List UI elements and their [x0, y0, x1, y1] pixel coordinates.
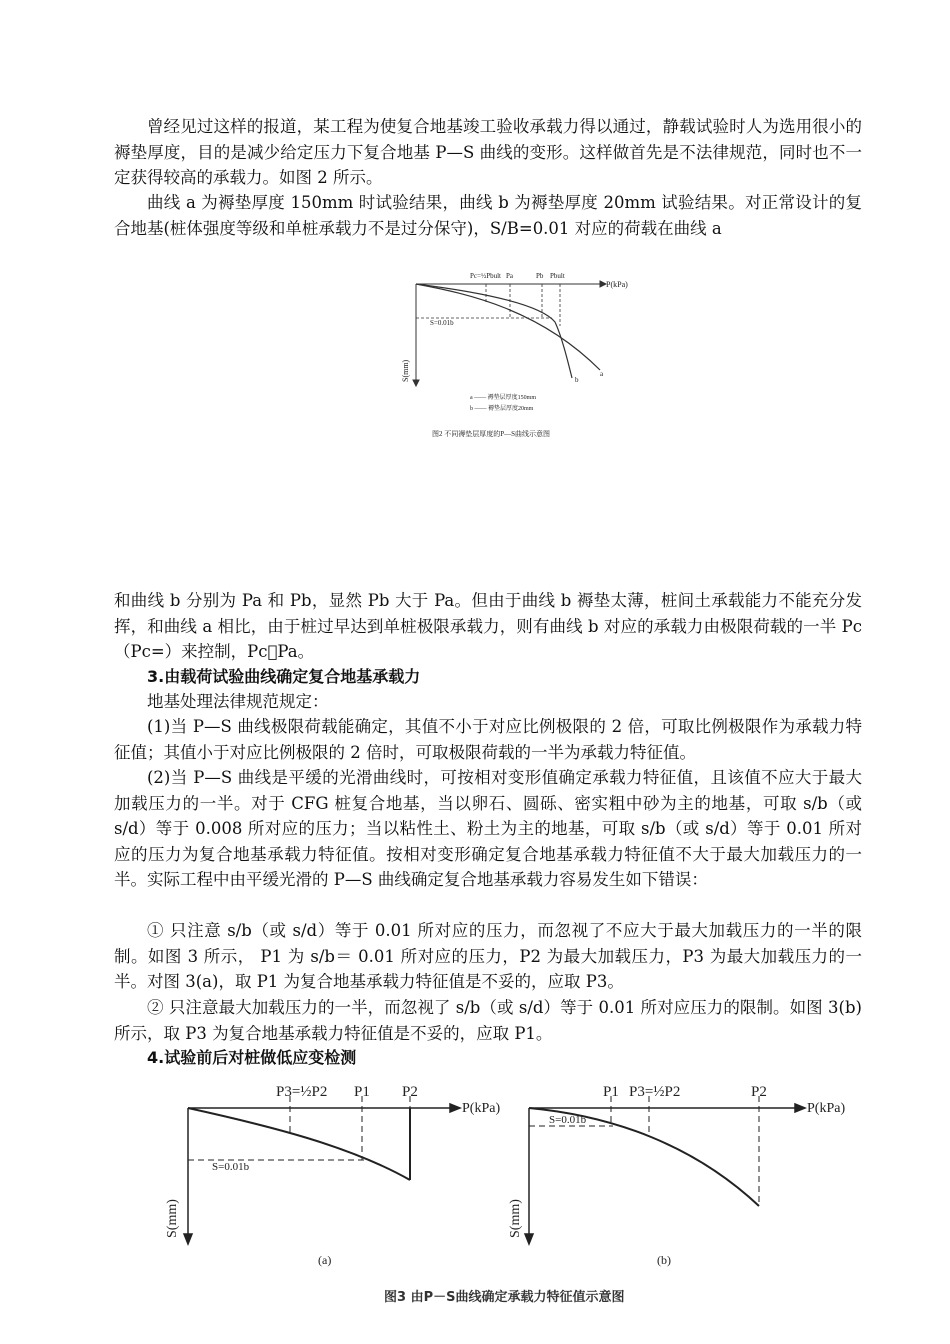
fig3a-axis-s-label: S(mm) — [165, 1199, 180, 1238]
fig3b-label-p1: P1 — [603, 1084, 619, 1100]
fig3a-label-p1: P1 — [354, 1084, 370, 1100]
fig2-caption: 图2 不同褥垫层厚度的P—S曲线示意图 — [432, 430, 551, 438]
fig2-legend-b: b —— 褥垫层厚度20mm — [470, 406, 534, 412]
fig2-curve-b-label: b — [575, 376, 579, 384]
fig2-axis-s-label: S(mm) — [401, 359, 410, 382]
paragraph-rules: 地基处理法律规范规定： — [147, 692, 329, 711]
fig2-curve-a — [416, 284, 600, 370]
fig3a-label-p2: P2 — [402, 1084, 418, 1100]
fig2-label-pc: Pc=½Pbult — [470, 272, 501, 280]
figure-3-caption: 图3 由P－S曲线确定承载力特征值示意图 — [384, 1290, 625, 1305]
fig3a-s-label: S=0.01b — [212, 1161, 250, 1173]
paragraph-curves: 曲线 a 为褥垫厚度 150mm 时试验结果，曲线 b 为褥垫厚度 20mm 试验结果。对正常设计的复合地基(桩体强度等级和单桩承载力不是过分保守)，S/B=0.01 对应的荷载在曲线 a — [114, 193, 862, 238]
paragraph-pa-pb: 和曲线 b 分别为 Pa 和 Pb，显然 Pb 大于 Pa。但由于曲线 b 褥垫太薄，桩间土承载能力不能充分发挥，和曲线 a 相比，由于桩过早达到单桩极限承载力，则有曲线 b 对应的承载力由极限荷载的一半 Pc（Pc=）来控制，Pc Pa。 — [114, 591, 862, 661]
fig2-label-pb: Pb — [536, 272, 544, 280]
fig2-label-pa: Pa — [506, 272, 513, 280]
fig3a-label-p3: P3=½P2 — [276, 1084, 328, 1100]
fig3b-axis-p-label: P(kPa) — [807, 1101, 846, 1116]
fig3b-label-p3: P3=½P2 — [629, 1084, 681, 1100]
figure-2 — [390, 262, 650, 442]
paragraph-rule-1: (1)当 P—S 曲线极限荷载能确定，其值不小于对应比例极限的 2 倍，可取比例极限作为承载力特征值；其值小于对应比例极限的 2 倍时，可取极限荷载的一半为承载力特征值。 — [114, 717, 862, 762]
paragraph-error-2: ② 只注意最大加载压力的一半，而忽视了 s/b（或 s/d）等于 0.01 所对应压力的限制。如图 3(b)所示，取 P3 为复合地基承载力特征值是不妥的，应取 P1。 — [114, 998, 862, 1043]
heading-section-4: 4.试验前后对桩做低应变检测 — [147, 1048, 357, 1067]
fig2-label-pbult: Pbult — [550, 272, 565, 280]
fig3b-s-label: S=0.01b — [549, 1114, 587, 1126]
fig3a-sub-label: (a) — [318, 1253, 332, 1267]
paragraph-error-1: ① 只注意 s/b（或 s/d）等于 0.01 所对应的压力，而忽视了不应大于最大加载压力的一半的限制。如图 3 所示， P1 为 s/b＝ 0.01 所对应的压力，P2 为最大加载压力，P3 为最大加载压力的一半。对图 3(a)，取 P1 为复合地基承载力特征值是不妥的，应取 P3。 — [114, 921, 862, 991]
heading-section-3: 3.由载荷试验曲线确定复合地基承载力 — [147, 667, 421, 686]
fig3b-axis-s-label: S(mm) — [508, 1199, 523, 1238]
fig2-legend-a: a —— 褥垫层厚度150mm — [470, 395, 536, 401]
fig2-curve-a-label: a — [600, 370, 604, 378]
paragraph-intro: 曾经见过这样的报道，某工程为使复合地基竣工验收承载力得以通过，静载试验时人为选用很小的褥垫厚度，目的是减少给定压力下复合地基 P—S 曲线的变形。这样做首先是不法律规范，同时也不一定获得较高的承载力。如图 2 所示。 — [114, 117, 862, 187]
fig2-curve-b — [416, 284, 572, 378]
fig2-axis-p-label: P(kPa) — [606, 280, 628, 289]
figure-3b — [495, 1076, 865, 1276]
fig3b-label-p2: P2 — [751, 1084, 767, 1100]
figure-3a — [150, 1076, 500, 1276]
fig3b-sub-label: (b) — [657, 1253, 671, 1267]
fig2-s-label: S=0.01b — [430, 319, 454, 327]
fig3a-axis-p-label: P(kPa) — [462, 1101, 501, 1116]
paragraph-rule-2: (2)当 P—S 曲线是平缓的光滑曲线时，可按相对变形值确定承载力特征值，且该值不应大于最大加载压力的一半。对于 CFG 桩复合地基，当以卵石、圆砾、密实粗中砂为主的地基，可取 s/b（或 s/d）等于 0.008 所对应的压力；当以粘性土、粉土为主的地基，可取 s/b（或 s/d）等于 0.01 所对应的压力为复合地基承载力特征值。按相对变形确定复合地基承载力特征值不大于最大加载压力的一半。实际工程中由平缓光滑的 P—S 曲线确定复合地基承载力容易发生如下错误： — [114, 768, 862, 889]
